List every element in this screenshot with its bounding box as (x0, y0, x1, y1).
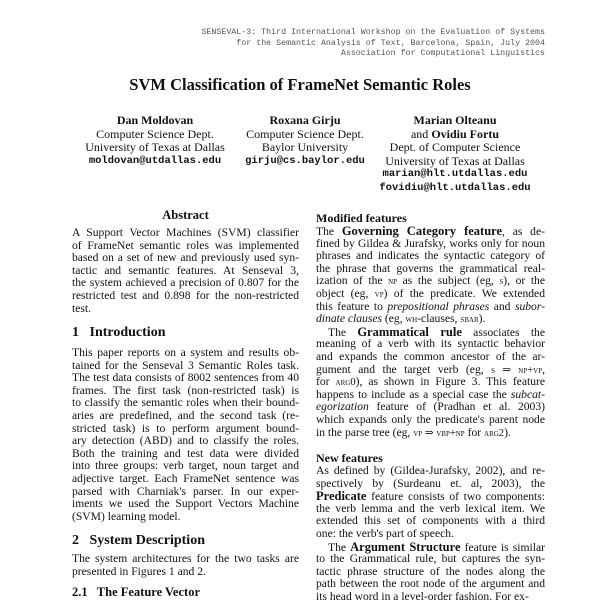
small-caps-term: s (499, 276, 504, 288)
text-run: as the subject (eg, (397, 274, 500, 288)
author-dept: Computer Science Dept. (246, 126, 364, 141)
section-heading-introduction: 1 Introduction (72, 325, 166, 340)
text-line (72, 511, 299, 524)
small-caps-term: vp (374, 288, 384, 300)
modified-features-body (316, 225, 545, 439)
text-run: The (316, 225, 342, 238)
text-run: this feature to (316, 299, 388, 313)
author-and: and (410, 126, 432, 141)
text-run: happens to include as a special case the (316, 387, 511, 401)
bold-term: Predicate (316, 489, 367, 504)
author-email: moldovan@utdallas.edu (88, 154, 222, 167)
text-run: fined by Gildea & Jurafsky, works only for noun (316, 236, 545, 250)
proceedings-header (201, 28, 545, 60)
author-dept: Dept. of Computer Science (389, 140, 521, 155)
header-line: SENSEVAL-3: Third International Workshop on the Evaluation of Systems (201, 28, 545, 37)
text-run: feature consists of two components: (366, 490, 545, 504)
new-features-body (316, 465, 545, 604)
author-univ: University of Texas at Dallas (85, 140, 225, 155)
introduction-body (72, 347, 299, 523)
text-run: adjective target. Each FrameNet sentence was (72, 471, 299, 485)
text-run: test. (72, 301, 91, 315)
text-run: -clauses, (417, 312, 461, 326)
bold-term: Governing Category feature (341, 224, 503, 238)
section-heading-system-description: 2 System Description (72, 533, 205, 548)
text-run: feature is similar (460, 540, 545, 554)
text-run: , (542, 362, 545, 376)
small-caps-term: vp ⇒ vbp+np (413, 427, 465, 439)
text-line (316, 427, 545, 440)
small-caps-term: wh (405, 314, 418, 326)
text-run: the verb lemma and the verb lexical item. We (316, 501, 545, 515)
modified-features-heading: Modified features (316, 211, 407, 225)
text-run: A Support Vector Machines (SVM) classifier (72, 226, 299, 239)
text-run: ary detection (ABD) and to classify the roles. (72, 434, 299, 448)
text-run: one: the verb's part of speech. (316, 526, 454, 540)
text-run: tactic phrase structure of the nodes along the (316, 564, 545, 578)
text-run: presented in Figures 1 and 2. (72, 564, 206, 578)
text-run: associates the (461, 325, 545, 339)
text-run: based on a set of new and previously used syn- (72, 251, 299, 265)
text-run: object (eg, (316, 286, 375, 300)
text-run: feature of (Pradhan et al. 2003) (368, 400, 545, 414)
author-dept: Computer Science Dept. (96, 126, 214, 141)
text-run: phrases and indicates the syntactic category of (316, 249, 545, 263)
italic-term: subor- (514, 299, 545, 313)
text-run: for (316, 375, 336, 389)
text-run: The (328, 540, 351, 554)
text-run: ). (478, 312, 486, 326)
author-name: Marian Olteanu (413, 113, 497, 127)
new-features-heading: New features (316, 451, 383, 465)
text-run: to classify the semantic roles when their bound- (72, 396, 299, 410)
text-run: The system architectures for the two tasks are (72, 552, 299, 565)
text-run: stricted task) is to perform argument bound- (72, 421, 299, 435)
text-run: aries are predefined, and the second task (re- (72, 408, 299, 422)
text-run: The test data consists of 8002 sentences from 40 (72, 371, 299, 385)
author-name: Roxana Girju (269, 113, 341, 127)
text-line (72, 566, 299, 579)
italic-term: prepositional phrases (387, 299, 490, 313)
header-line: for the Semantic Analysis of Text, Barcelona, Spain, July 2004 (236, 38, 545, 48)
text-run: and expands the common ancestor of the ar- (316, 349, 545, 363)
text-run: restricted test and 0.898 for the non-restricted (72, 288, 299, 302)
header-line: Association for Computational Linguistics (340, 49, 545, 58)
abstract-body (72, 227, 299, 315)
text-line (316, 591, 545, 604)
text-run: the system achieved a precision of 0.807 for the (72, 276, 299, 290)
system-description-body (72, 553, 299, 578)
text-run: ), or the (503, 274, 545, 288)
italic-term: subcat- (510, 387, 545, 401)
author-univ: Baylor University (261, 140, 349, 155)
abstract-heading: Abstract (162, 208, 209, 222)
text-run: to the Grammatical rule, but captures the syn- (316, 552, 545, 566)
text-run: into three groups: verb target, noun target and (72, 459, 299, 473)
author-email: fovidiu@hlt.utdallas.edu (379, 181, 531, 194)
text-run: The (328, 325, 358, 339)
text-run: which expands only the predicate's parent node (316, 412, 545, 426)
paper-title: SVM Classification of FrameNet Semantic Roles (129, 75, 471, 94)
text-line (72, 290, 299, 303)
text-run: spectively by (Surdeanu et. al, 2003), the (316, 476, 545, 490)
text-run: tactic and semantic features. At Senseval 3, (72, 263, 299, 277)
text-run: parsed with Charniak's parser. In our exper- (72, 484, 299, 498)
text-run: its head word in a level-order fashion. For ex- (316, 589, 529, 603)
small-caps-term: arg0 (335, 377, 356, 389)
text-run: and (489, 299, 515, 313)
text-run: ) of the predicate. We extended (383, 286, 546, 300)
bold-term: Argument Structure (350, 539, 461, 554)
italic-term: egorization (316, 400, 369, 414)
text-run: ), as shown in Figure 3. This feature (355, 375, 545, 389)
text-run: (eg, (382, 312, 406, 326)
author-email: girju@cs.baylor.edu (245, 154, 365, 167)
text-run: tained for the Senseval 3 Semantic Roles task. (72, 358, 299, 372)
author-univ: University of Texas at Dallas (385, 153, 525, 168)
subsection-heading-feature-vector: 2.1 The Feature Vector (72, 585, 200, 599)
text-run: the phrase that governs the grammatical real- (316, 261, 545, 275)
text-run: in the parse tree (eg, (316, 425, 414, 439)
author-name: Ovidiu Fortu (431, 126, 499, 141)
small-caps-term: np (388, 276, 398, 288)
text-run: ). (504, 425, 511, 439)
text-run: This paper reports on a system and results ob- (72, 346, 299, 359)
small-caps-term: s ⇒ np+vp (491, 364, 543, 376)
text-run: meaning of a verb with its syntactic behavior (316, 337, 545, 351)
text-run: extended this set of components with a third (316, 514, 545, 528)
text-run: frames. The first task (non-restricted task) is (72, 383, 299, 397)
italic-term: dinate clauses (316, 312, 383, 326)
text-run: , as de- (502, 225, 545, 238)
text-run: ization of the (316, 274, 389, 288)
author-name: Dan Moldovan (116, 113, 194, 127)
author-3 (355, 114, 555, 196)
text-run: Both the training and test data were divided (72, 446, 299, 460)
small-caps-term: sbar (460, 314, 479, 326)
text-run: gument and the target verb (eg, (316, 362, 492, 376)
text-run: iments we used the Support Vectors Machine (72, 497, 299, 511)
text-run: As defined by (Gildea-Jurafsky, 2002), and re- (316, 464, 545, 477)
bold-term: Grammatical rule (357, 324, 462, 339)
small-caps-term: arg2 (484, 427, 505, 439)
text-run: of FrameNet semantic roles was implemented (72, 238, 299, 252)
text-run: for (464, 425, 485, 439)
author-email: marian@hlt.utdallas.edu (382, 168, 528, 181)
text-line (72, 303, 299, 316)
text-run: path between the root node of the argument and (316, 577, 545, 591)
text-run: (SVM) learning model. (72, 509, 181, 523)
